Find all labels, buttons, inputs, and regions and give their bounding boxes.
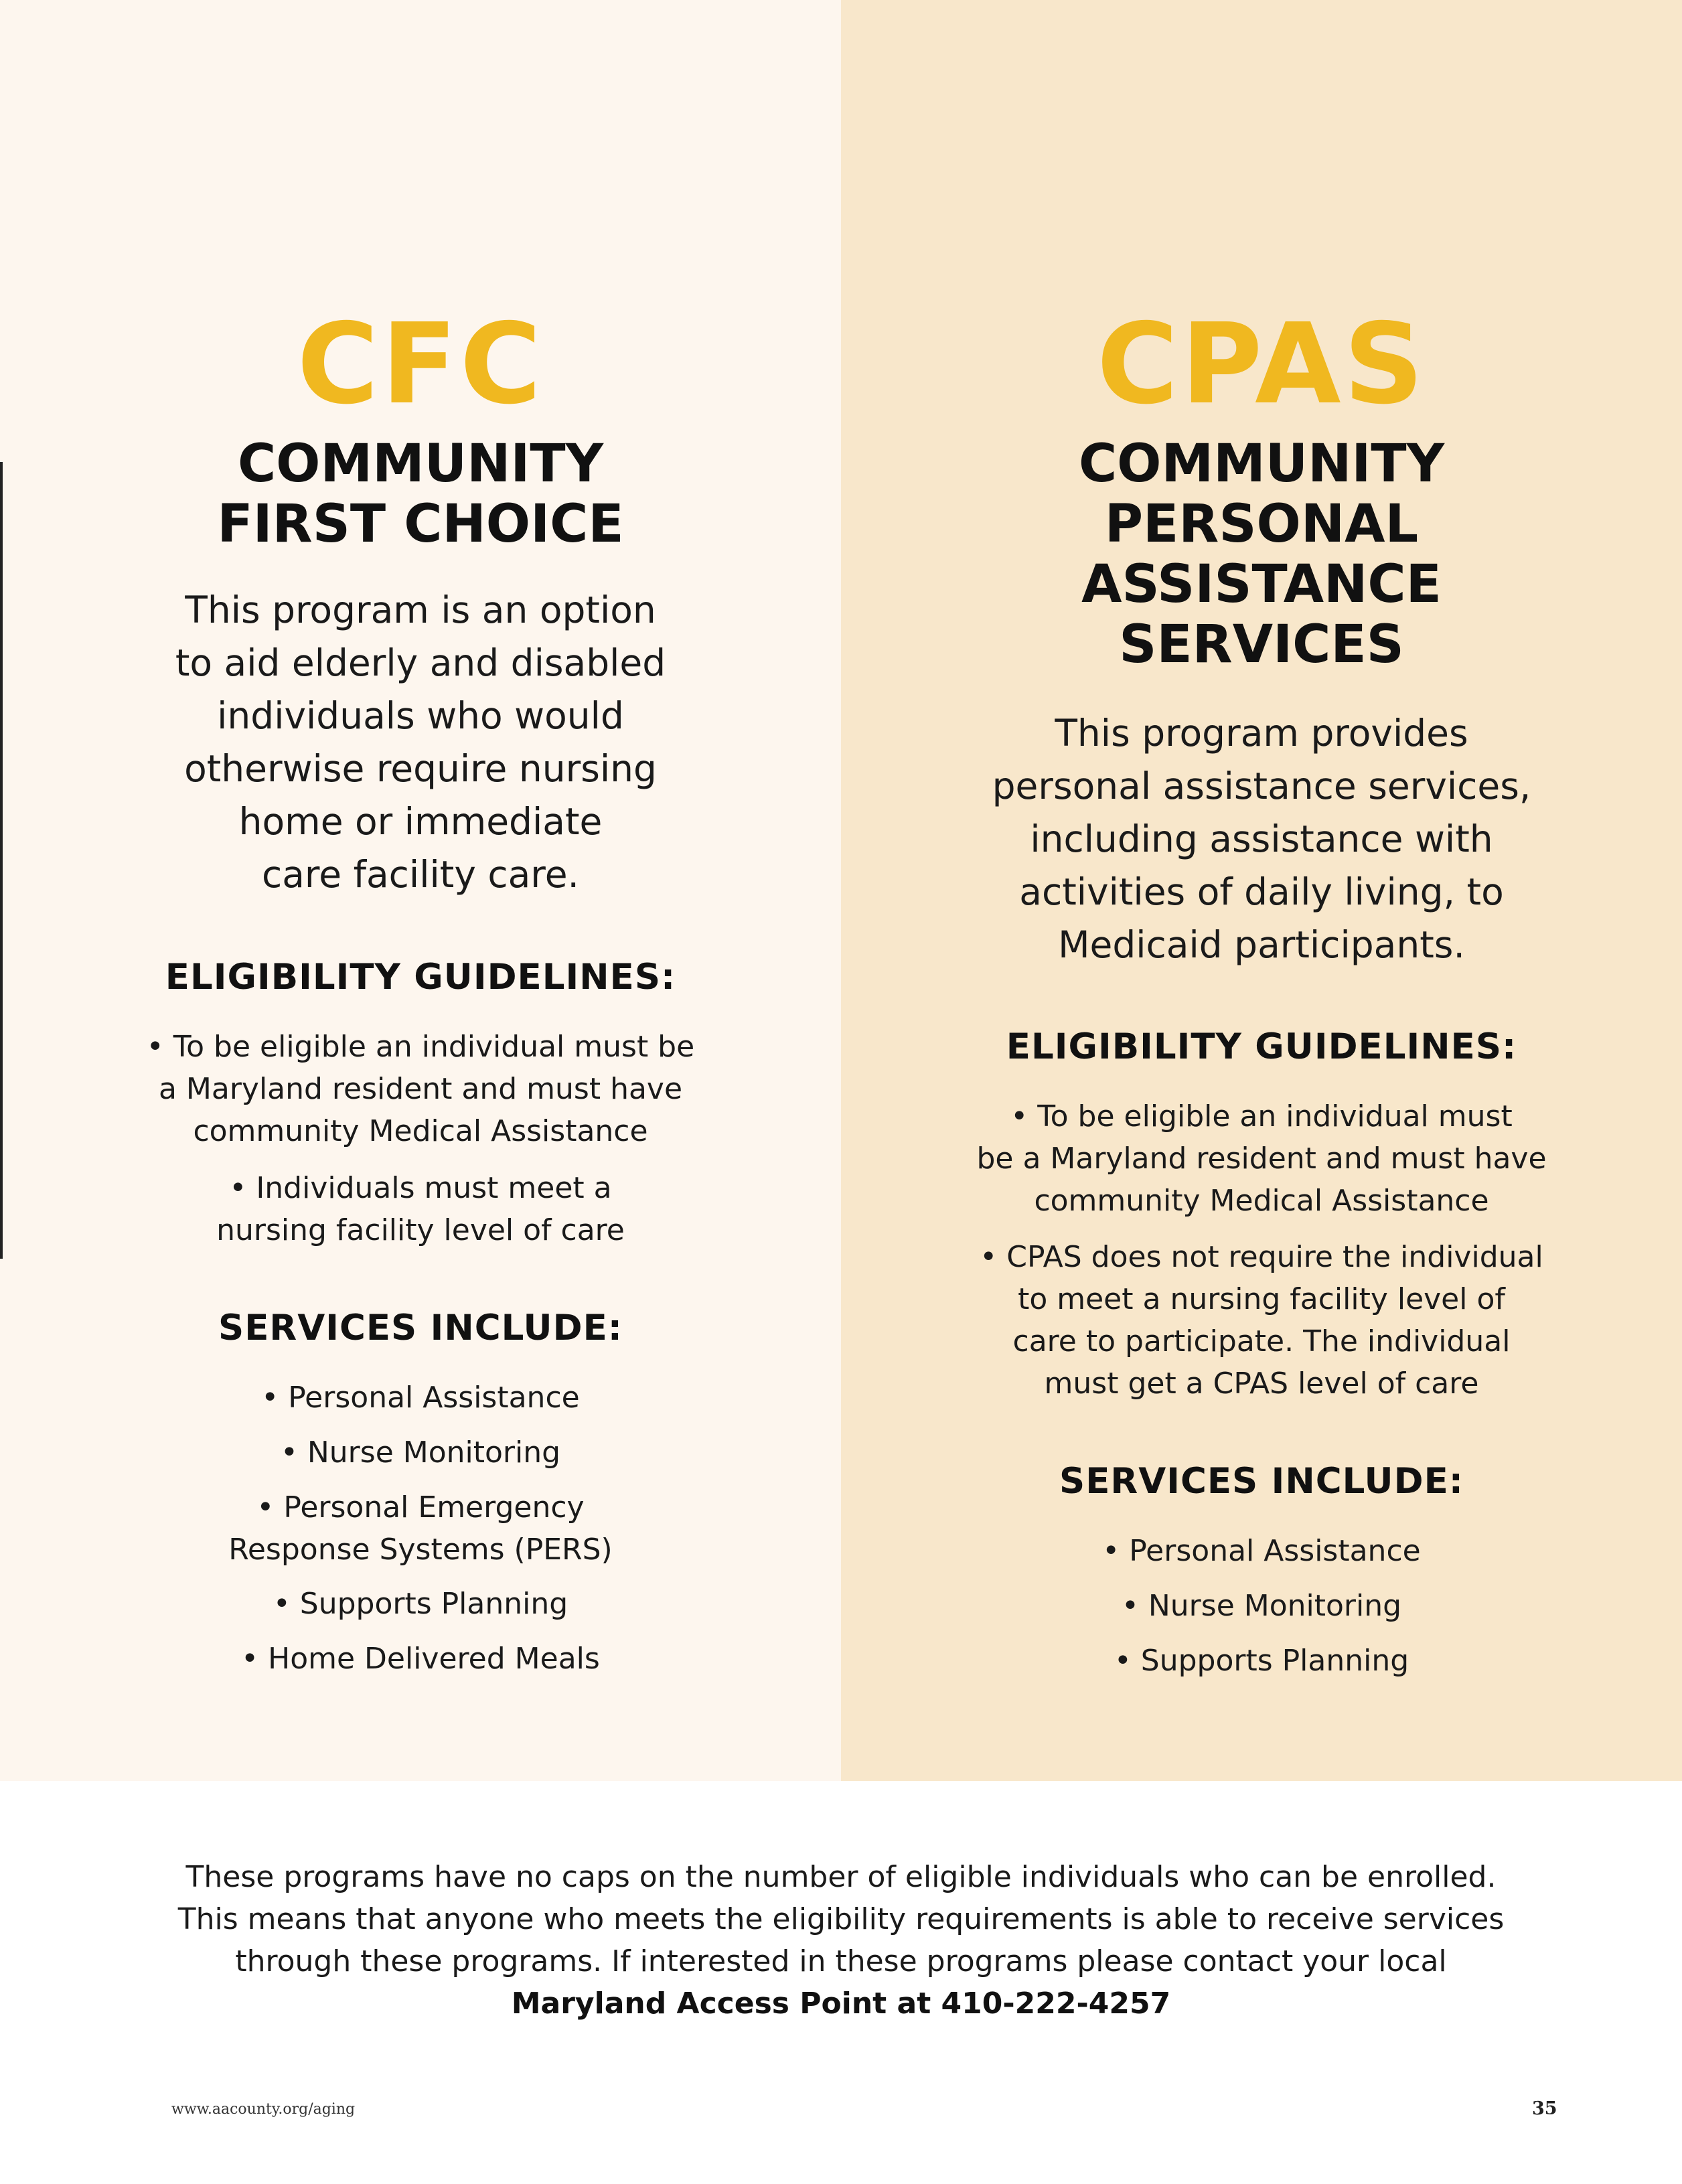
cpas-program-name: [841, 434, 1682, 675]
page-url[interactable]: www.aacounty.org/aging: [171, 2101, 356, 2118]
bullet-line: • Individuals must meet a: [229, 1171, 612, 1205]
cpas-name-line: PERSONAL: [1104, 494, 1419, 554]
cfc-services-heading: SERVICES INCLUDE:: [218, 1308, 623, 1348]
cfc-service-item: [0, 1377, 841, 1419]
bullet-line: Response Systems (PERS): [228, 1533, 613, 1567]
cpas-abbreviation: CPAS: [1096, 300, 1427, 429]
footer-line: This means that anyone who meets the eligibility requirements is able to receive services: [177, 1902, 1505, 1936]
cfc-description-line: This program is an option: [185, 589, 656, 631]
bullet-line: • Supports Planning: [1114, 1644, 1409, 1678]
contact-line: Maryland Access Point at 410-222-4257: [511, 1986, 1171, 2021]
cpas-description-line: activities of daily living, to: [1019, 870, 1504, 913]
footer-line: through these programs. If interested in these programs please contact your local: [235, 1944, 1447, 1978]
bullet-line: to meet a nursing facility level of: [1018, 1282, 1505, 1316]
page-number: 35: [1532, 2098, 1557, 2119]
bullet-line: • CPAS does not require the individual: [980, 1240, 1543, 1274]
bullet-line: • Supports Planning: [273, 1587, 568, 1621]
bullet-line: a Maryland resident and must have: [158, 1072, 683, 1106]
cfc-description: [0, 584, 841, 901]
bullet-line: community Medical Assistance: [1034, 1184, 1489, 1218]
cfc-abbreviation: CFC: [297, 300, 544, 429]
cpas-description-line: personal assistance services,: [992, 765, 1531, 807]
bullet-line: • Personal Emergency: [256, 1490, 585, 1525]
cpas-services-heading: SERVICES INCLUDE:: [1059, 1461, 1464, 1502]
cfc-service-item: [0, 1638, 841, 1680]
cpas-description-line: Medicaid participants.: [1058, 923, 1465, 966]
cpas-service-item: [841, 1640, 1682, 1682]
cfc-name-line: COMMUNITY: [237, 434, 604, 494]
cfc-description-line: otherwise require nursing: [184, 747, 657, 790]
footer-line: These programs have no caps on the number of eligible individuals who can be enrolled.: [185, 1860, 1497, 1894]
cpas-name-line: SERVICES: [1119, 615, 1404, 675]
bullet-line: be a Maryland resident and must have: [976, 1142, 1547, 1176]
bullet-line: community Medical Assistance: [193, 1114, 648, 1148]
cpas-service-item: [841, 1585, 1682, 1627]
bullet-line: must get a CPAS level of care: [1044, 1367, 1479, 1401]
bullet-line: • To be eligible an individual must be: [146, 1030, 695, 1064]
cfc-description-line: individuals who would: [217, 694, 624, 737]
cfc-panel: [0, 0, 841, 1781]
cpas-panel: [841, 0, 1682, 1781]
cfc-service-item: [0, 1486, 841, 1571]
bullet-line: • Nurse Monitoring: [280, 1435, 561, 1470]
cpas-eligibility-heading: ELIGIBILITY GUIDELINES:: [1006, 1026, 1517, 1067]
bullet-line: • Nurse Monitoring: [1121, 1589, 1402, 1623]
cfc-name-line: FIRST CHOICE: [217, 494, 624, 554]
bullet-line: • Personal Assistance: [1102, 1534, 1421, 1568]
cpas-name-line: COMMUNITY: [1078, 434, 1445, 494]
cpas-description: [841, 707, 1682, 971]
bullet-line: nursing facility level of care: [216, 1213, 625, 1247]
cpas-eligibility-item: [841, 1236, 1682, 1405]
cpas-eligibility-item: [841, 1095, 1682, 1222]
cfc-service-item: [0, 1431, 841, 1474]
cpas-description-line: This program provides: [1055, 712, 1468, 755]
bullet-line: care to participate. The individual: [1012, 1324, 1511, 1358]
cfc-program-name: [0, 434, 841, 554]
bullet-line: • Home Delivered Meals: [241, 1642, 600, 1676]
bullet-line: • To be eligible an individual must: [1010, 1099, 1513, 1134]
cfc-description-line: care facility care.: [261, 853, 580, 896]
cfc-eligibility-item: [0, 1167, 841, 1251]
cpas-description-line: including assistance with: [1030, 817, 1493, 860]
cfc-service-item: [0, 1583, 841, 1625]
cfc-description-line: home or immediate: [238, 800, 603, 843]
cfc-eligibility-item: [0, 1026, 841, 1152]
bullet-line: • Personal Assistance: [261, 1381, 580, 1415]
cfc-description-line: to aid elderly and disabled: [175, 641, 666, 684]
cfc-eligibility-heading: ELIGIBILITY GUIDELINES:: [165, 957, 676, 998]
cpas-name-line: ASSISTANCE: [1081, 554, 1442, 615]
cpas-service-item: [841, 1530, 1682, 1572]
footer-note: [0, 1856, 1682, 2025]
